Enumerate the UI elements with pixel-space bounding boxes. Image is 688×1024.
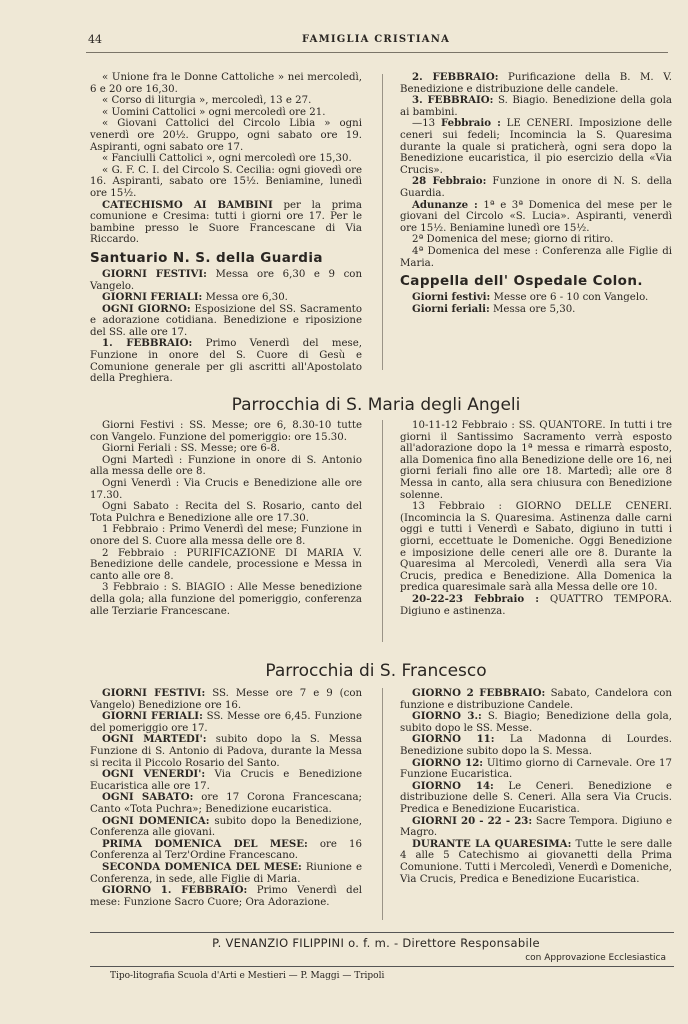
- paragraph-label: OGNI VENERDI':: [102, 768, 206, 781]
- paragraph-text: subito dopo la Benedizione, Conferenza alle giovani.: [90, 815, 362, 839]
- page-number: 44: [88, 33, 102, 46]
- heading-santuario-guardia: Santuario N. S. della Guardia: [90, 249, 323, 266]
- paragraph: [90, 885, 362, 908]
- paragraph: [90, 839, 362, 862]
- footer-rule-top: [90, 932, 674, 933]
- paragraph-text: 2ª Domenica del mese; giorno di ritiro.: [412, 234, 614, 246]
- paragraph: [400, 304, 672, 316]
- paragraph-label: 1. FEBBRAIO:: [102, 337, 193, 350]
- paragraph-text: Giorni Feriali : SS. Messe; ore 6-8.: [102, 443, 281, 455]
- paragraph: [90, 443, 362, 455]
- top-left-column: [90, 72, 362, 385]
- angeli-right-column: [400, 420, 672, 617]
- paragraph-text: Sabato, Candelora con funzione e distribuzione Candele.: [400, 688, 672, 711]
- francesco-left-column: [90, 688, 362, 908]
- paragraph-text: Via Crucis e Benedizione Eucaristica alle ore 17.: [90, 769, 362, 792]
- paragraph-text: SS. Messe ore 6,45. Funzione del pomeriggio ore 17.: [90, 711, 362, 734]
- paragraph-text: ore 17 Corona Francescana; Canto «Tota Puchra»; Benedizione eucaristica.: [90, 792, 362, 815]
- paragraph: [90, 711, 362, 734]
- paragraph-label: GIORNO 3.:: [412, 710, 482, 723]
- paragraph: [400, 781, 672, 816]
- paragraph-text: La Madonna di Lourdes. Benedizione subito dopo la S. Messa.: [400, 734, 672, 757]
- paragraph-label: GIORNO 1. FEBBRAIO:: [102, 884, 248, 897]
- paragraph-label: OGNI GIORNO:: [102, 302, 191, 315]
- paragraph-text: 13 Febbraio : GIORNO DELLE CENERI. (Incomincia la S. Quaresima. Astinenza dalle carni oggi e tutti i Venerdì e Sabato, digiuno in tutti i giorni, eccettuate le Domeniche. Oggi Benedizione e imposizione delle ceneri alle ore 8. Durante la Quaresima al Mercoledì, Venerdì alla sera Via Crucis, predica e Benedizione. Alla Domenica la predica quaresimale sarà alla Messa delle ore 10.: [400, 501, 672, 594]
- footer-rule-bottom: [90, 966, 674, 967]
- paragraph: [400, 688, 672, 711]
- paragraph-label: OGNI MARTEDI':: [102, 733, 207, 746]
- paragraph-label: DURANTE LA QUARESIMA:: [412, 837, 572, 850]
- paragraph-text: S. Biagio; Benedizione della gola, subito dopo le SS. Messe.: [400, 711, 672, 734]
- paragraph-label: GIORNO 14:: [412, 779, 494, 792]
- francesco-list-left: [90, 688, 362, 908]
- paragraph: [90, 338, 362, 384]
- paragraph: [400, 200, 672, 235]
- paragraph: [90, 455, 362, 478]
- paragraph-text: « Uomini Cattolici » ogni mercoledì ore 21.: [102, 106, 326, 118]
- paragraph: [90, 816, 362, 839]
- top-right-column: [400, 72, 672, 315]
- paragraph-label: GIORNI 20 - 22 - 23:: [412, 814, 533, 827]
- paragraph-text: Esposizione del SS. Sacramento e adorazione cotidiana. Benedizione e riposizione del SS. alle ore 17.: [90, 303, 363, 338]
- paragraph-text: Le Ceneri. Benedizione e distribuzione delle S. Ceneri. Alla sera Via Crucis. Predica e Benedizione Eucaristica.: [400, 780, 672, 815]
- paragraph: [90, 862, 362, 885]
- paragraph-text: Primo Venerdì del mese, Funzione in onore del S. Cuore di Gesù e Comunione generale per gli ascritti all'Apostolato della Preghiera.: [90, 338, 363, 385]
- paragraph-text: Funzione in onore di N. S. della Guardia.: [400, 176, 672, 199]
- section-title-angeli: Parrocchia di S. Maria degli Angeli: [231, 395, 521, 415]
- paragraph: [400, 839, 672, 885]
- paragraph: [90, 118, 362, 153]
- paragraph-text: 1ª e 3ª Domenica del mese per le giovani del Circolo «S. Lucia». Aspiranti, venerdì ore 15½. Beniamine lunedì ore 15½.: [400, 199, 672, 234]
- paragraph-text: Ogni Martedì : Funzione in onore di S. Antonio alla messa delle ore 8.: [90, 454, 362, 478]
- paragraph: [90, 269, 362, 292]
- guardia-list-left: [90, 269, 362, 385]
- paragraph: [400, 758, 672, 781]
- angeli-left-column: [90, 420, 362, 617]
- paragraph-label: SECONDA DOMENICA DEL MESE:: [102, 860, 302, 873]
- paragraph-label: 2. FEBBRAIO:: [412, 71, 499, 83]
- page-header: [82, 34, 670, 48]
- director-line: P. VENANZIO FILIPPINI o. f. m. - Direttore Responsabile: [212, 936, 540, 950]
- paragraph-text: « Fanciulli Cattolici », ogni mercoledì ore 15,30.: [102, 153, 352, 165]
- francesco-list-right: [400, 688, 672, 885]
- paragraph: [90, 478, 362, 501]
- paragraph: [90, 501, 362, 524]
- angeli-list-right: [400, 420, 672, 617]
- paragraph-label: 20-22-23 Febbraio :: [412, 592, 540, 605]
- francesco-right-column: [400, 688, 672, 885]
- paragraph: [400, 95, 672, 118]
- paragraph: [90, 548, 362, 583]
- paragraph: [400, 711, 672, 734]
- paragraph-label: Febbraio :: [440, 117, 501, 130]
- paragraph: [400, 816, 672, 839]
- paragraph-text: Messa ore 6,30.: [202, 292, 288, 304]
- paragraph-label: 28 Febbraio:: [412, 175, 487, 188]
- paragraph: [90, 688, 362, 711]
- paragraph: [90, 153, 362, 165]
- paragraph: [400, 234, 672, 246]
- paragraph: [90, 769, 362, 792]
- paragraph-label: GIORNI FERIALI:: [102, 710, 203, 723]
- column-divider: [382, 420, 383, 642]
- cappella-list: [400, 292, 672, 315]
- paragraph-text: 3 Febbraio : S. BIAGIO : Alle Messe benedizione della gola; alla funzione del pomeriggio, conferenza alle Terziarie Francescane.: [90, 582, 362, 617]
- printer-line: Tipo-litografia Scuola d'Arti e Mestieri — P. Maggi — Tripoli: [110, 971, 385, 981]
- paragraph: [90, 734, 362, 769]
- paragraph: [90, 304, 362, 339]
- paragraph-text: « Corso di liturgia », mercoledì, 13 e 27.: [102, 95, 312, 107]
- paragraph: [90, 72, 362, 95]
- paragraph: [400, 501, 672, 594]
- paragraph: [400, 246, 672, 269]
- paragraph-label: PRIMA DOMENICA DEL MESE:: [102, 837, 308, 850]
- running-title: FAMIGLIA CRISTIANA: [301, 34, 451, 45]
- column-divider: [382, 74, 383, 370]
- paragraph: [90, 95, 362, 107]
- paragraph: [90, 792, 362, 815]
- paragraph-text: LE CENERI. Imposizione delle ceneri sui fedeli; Incomincia la S. Quaresima durante la quale si praticherà, ogni sera dopo la Benedizione eucaristica, il pio esercizio della «Via Crucis».: [400, 118, 672, 176]
- paragraph-text: Messe ore 6 - 10 con Vangelo.: [490, 292, 649, 304]
- paragraph-label: Giorni festivi:: [412, 291, 491, 304]
- paragraph-label: Adunanze :: [412, 198, 478, 211]
- paragraph-text: 1 Febbraio : Primo Venerdì del mese; Funzione in onore del S. Cuore alla messa delle ore 8.: [90, 524, 362, 547]
- paragraph-label: GIORNO 11:: [412, 733, 495, 746]
- paragraph-text: subito dopo la S. Messa Funzione di S. Antonio di Padova, durante la Messa si recita il Piccolo Rosario del Santo.: [90, 734, 362, 769]
- guardia-list-right: [400, 72, 672, 269]
- paragraph-label: OGNI SABATO:: [102, 791, 194, 804]
- paragraph-text: « Unione fra le Donne Cattoliche » nei mercoledì, 6 e 20 ore 16,30.: [90, 72, 362, 95]
- paragraph: [90, 200, 362, 246]
- paragraph: [90, 107, 362, 119]
- paragraph-text: SS. Messe ore 7 e 9 (con Vangelo) Benedizione ore 16.: [90, 688, 363, 711]
- paragraph-text: « Giovani Cattolici del Circolo Libia » ogni venerdì ore 20½. Gruppo, ogni sabato ore 19. Aspiranti, ogni sabato ore 17.: [90, 118, 362, 153]
- paragraph: [400, 420, 672, 501]
- paragraph-text: Sacre Tempora. Digiuno e Magro.: [400, 815, 672, 839]
- paragraph-text: —13: [412, 118, 441, 130]
- paragraph-text: Ogni Sabato : Recita del S. Rosario, canto del Tota Pulchra e Benedizione alle ore 17.30.: [90, 501, 362, 524]
- paragraph-text: Messa ore 6,30 e 9 con Vangelo.: [90, 268, 363, 292]
- paragraph: [400, 72, 672, 95]
- paragraph-label: 3. FEBBRAIO:: [412, 94, 494, 107]
- paragraph-label: CATECHISMO AI BAMBINI: [102, 198, 273, 211]
- paragraph-label: Giorni feriali:: [412, 302, 490, 315]
- paragraph-label: GIORNI FERIALI:: [102, 291, 203, 304]
- paragraph-text: S. Biagio. Benedizione della gola ai bambini.: [400, 95, 673, 118]
- heading-cappella-ospedale: Cappella dell' Ospedale Colon.: [400, 273, 643, 290]
- paragraph: [400, 734, 672, 757]
- paragraph-text: Riunione e Conferenza, in sede, alle Figlie di Maria.: [90, 861, 363, 885]
- paragraph-label: GIORNI FESTIVI:: [102, 267, 207, 280]
- paragraph: [400, 176, 672, 199]
- paragraph: [90, 582, 362, 617]
- paragraph-text: Purificazione della B. M. V. Benedizione e distribuzione delle candele.: [400, 72, 673, 95]
- paragraph-label: GIORNO 2 FEBBRAIO:: [412, 687, 546, 699]
- section-title-francesco: Parrocchia di S. Francesco: [265, 661, 487, 681]
- paragraph-text: « G. F. C. I. del Circolo S. Cecilia: ogni giovedì ore 16. Aspiranti, sabato ore 15½. Beniamine, lunedì ore 15½.: [90, 164, 362, 199]
- paragraph-text: 4ª Domenica del mese : Conferenza alle Figlie di Maria.: [400, 245, 672, 269]
- paragraph: [90, 524, 362, 547]
- paragraph-text: per la prima comunione e Cresima: tutti i giorni ore 17. Per le bambine presso le Suore Francescane di Via Riccardo.: [90, 199, 362, 246]
- paragraph-text: Primo Venerdì del mese: Funzione Sacro Cuore; Ora Adorazione.: [90, 885, 362, 908]
- paragraph-text: Ultimo giorno di Carnevale. Ore 17 Funzione Eucaristica.: [400, 757, 672, 781]
- paragraph-text: Messa ore 5,30.: [489, 303, 576, 315]
- paragraph-text: QUATTRO TEMPORA. Digiuno e astinenza.: [400, 593, 672, 617]
- paragraph: [90, 165, 362, 200]
- paragraph: [90, 420, 362, 443]
- paragraph: [400, 594, 672, 617]
- paragraph-text: 2 Febbraio : PURIFICAZIONE DI MARIA V. Benedizione delle candele, processione e Messa in canto alle ore 8.: [90, 547, 362, 582]
- approval-line: con Approvazione Ecclesiastica: [525, 953, 666, 963]
- paragraph-label: OGNI DOMENICA:: [102, 814, 210, 827]
- paragraph-text: ore 16 Conferenza al Terz'Ordine Francescano.: [90, 838, 362, 862]
- notices-list: [90, 72, 362, 246]
- angeli-list-left: [90, 420, 362, 617]
- paragraph-text: Tutte le sere dalle 4 alle 5 Catechismo ai giovanetti della Prima Comunione. Tutti i Mercoledì, Venerdì e Domeniche, Via Crucis, Predica e Benedizione Eucaristica.: [400, 838, 672, 885]
- paragraph-label: GIORNI FESTIVI:: [102, 687, 206, 699]
- paragraph-label: GIORNO 12:: [412, 756, 484, 769]
- paragraph-text: Giorni Festivi : SS. Messe; ore 6, 8.30-10 tutte con Vangelo. Funzione del pomeriggio: ore 15.30.: [90, 420, 362, 443]
- header-rule: [86, 52, 668, 53]
- paragraph-text: 10-11-12 Febbraio : SS. QUANTORE. In tutti i tre giorni il Santissimo Sacramento verrà esposto all'adorazione dopo la 1ª messa e rimarrà esposto, alla Domenica fino alla Benedizione delle ore 16, nei giorni feriali fino alle ore 18. Martedì; alle ore 8 Messa in canto, alla sera chiusura con Benedizione solenne.: [400, 420, 672, 501]
- paragraph-text: Ogni Venerdì : Via Crucis e Benedizione alle ore 17.30.: [90, 477, 362, 501]
- paragraph: [400, 118, 672, 176]
- column-divider: [382, 688, 383, 920]
